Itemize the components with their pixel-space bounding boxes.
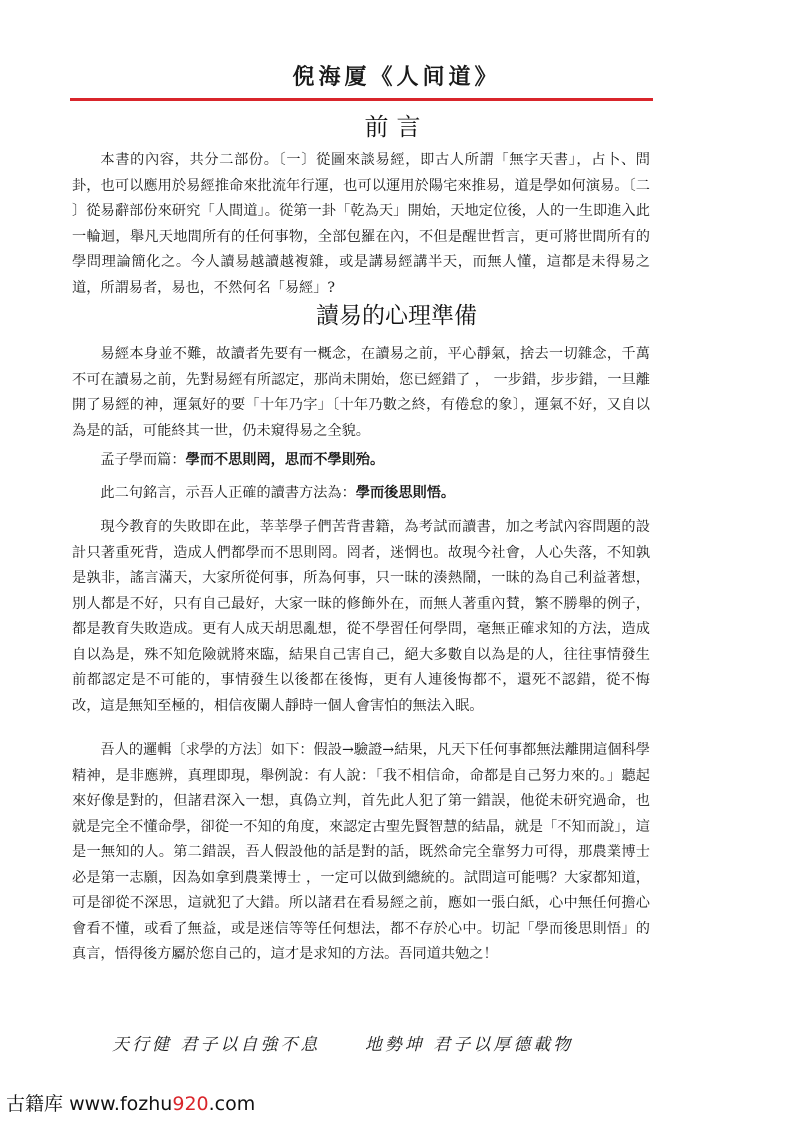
watermark-url (69, 1093, 255, 1115)
education-paragraph: 現今教育的失敗即在此，莘莘學子們苦背書籍，為考試而讀書，加之考試內容問題的設計只著重死背，造成人們都學而不思則罔。罔者，迷惘也。故現今社會，人心失落，不知孰是孰非，謠言滿天，大家所從何事，所為何事，只一昧的湊熱鬧，一昧的為自己利益著想，別人都是不好，只有自己最好，大家一昧的修飾外在，而無人著重內賛，繁不勝舉的例子，都是教育失敗造成。更有人成天胡思亂想，從不學習任何學問，毫無正確求知的方法，造成自以為是，殊不知危險就將來臨，結果自己害自己，絕大多數自以為是的人，往往事情發生前都認定是不可能的，事情發生以後都在後悔，更有人連後悔都不，還死不認錯，從不悔改，這是無知至極的，相信夜闌人靜時一個人會害怕的無法入眠。 (72, 519, 650, 714)
motto-heaven: 天行健 君子以自強不息 (112, 1035, 321, 1055)
watermark-url-number: 920 (172, 1093, 209, 1115)
motto-explanation-text: 學而後思則悟。 (355, 485, 456, 501)
closing-motto (112, 1030, 609, 1055)
header-divider (70, 98, 653, 101)
motto-explanation (72, 481, 650, 507)
watermark-site-name: 古籍库 (6, 1093, 64, 1115)
logic-paragraph: 吾人的邏輯〔求學的方法〕如下：假設→驗證→結果，凡天下任何事都無法離開這個科學精神，是非應辨，真理即現，舉例說：有人說：「我不相信命，命都是自己努力來的。」聽起來好像是對的，但諸君深入一想，真偽立判，首先此人犯了第一錯誤，他從未研究過命，也就是完全不懂命學，卻從一不知的角度，來認定古聖先賢智慧的結晶，就是「不知而說」，這是一無知的人。第二錯誤，吾人假設他的話是對的話，既然命完全靠努力可得，那農業博士必是第一志願，因為如拿到農業博士 ，一定可以做到總統的。試問這可能嗎？大家都知道，可是卻從不深思，這就犯了大錯。所以諸君在看易經之前，應如一張白紙，心中無任何擔心會看不懂，或看了無益，或是迷信等等任何想法，都不存於心中。切記「學而後思則悟」的真言，悟得後方屬於您自己的，這才是求知的方法。吾同道共勉之！ (72, 742, 650, 962)
mencius-quote (72, 448, 650, 474)
site-watermark (6, 1089, 255, 1116)
watermark-url-prefix: www.fozhu (69, 1093, 173, 1115)
page-header-title: 倪海厦《人间道》 (292, 64, 501, 90)
preface-title: 前言 (364, 113, 429, 141)
mind-prep-title: 讀易的心理準備 (316, 303, 477, 329)
mencius-quote-prefix: 孟子學而篇： (100, 452, 186, 468)
motto-earth: 地勢坤 君子以厚德載物 (364, 1035, 574, 1055)
preface-paragraph: 本書的內容，共分二部份。〔一〕從圖來談易經，即古人所謂「無字天書」，占卜、問卦，也可以應用於易經推命來批流年行運，也可以運用於陽宅來推易，道是學如何演易。〔二 〕從易辭部份來研究「人間道」。從第一卦「乾為天」開始，天地定位後，人的一生即進入此一輪迴，舉凡天地間所有的任何事物，全部包羅在內，不但是醒世哲言，更可將世間所有的學問理論簡化之。今人讀易越讀越複雜，或是講易經講半天，而無人懂，這都是未得易之道，所謂易者，易也，不然何名「易經」? (72, 152, 650, 296)
motto-explanation-prefix: 此二句銘言，示吾人正確的讀書方法為： (100, 485, 356, 501)
watermark-url-suffix: .com (208, 1093, 256, 1115)
mind-prep-paragraph: 易經本身並不難，故讀者先要有一概念，在讀易之前，平心靜氣，捨去一切雜念，千萬不可在讀易之前，先對易經有所認定，那尚未開始，您已經錯了 ， 一步錯，步步錯，一旦離開了易經的神，運氣好的要「十年乃字」〔十年乃數之終，有倦怠的象〕，運氣不好，又自以為是的話，可能終其一世，仍未窺得易之全貌。 (72, 346, 650, 439)
mencius-quote-text: 學而不思則罔，思而不學則殆。 (185, 452, 385, 468)
